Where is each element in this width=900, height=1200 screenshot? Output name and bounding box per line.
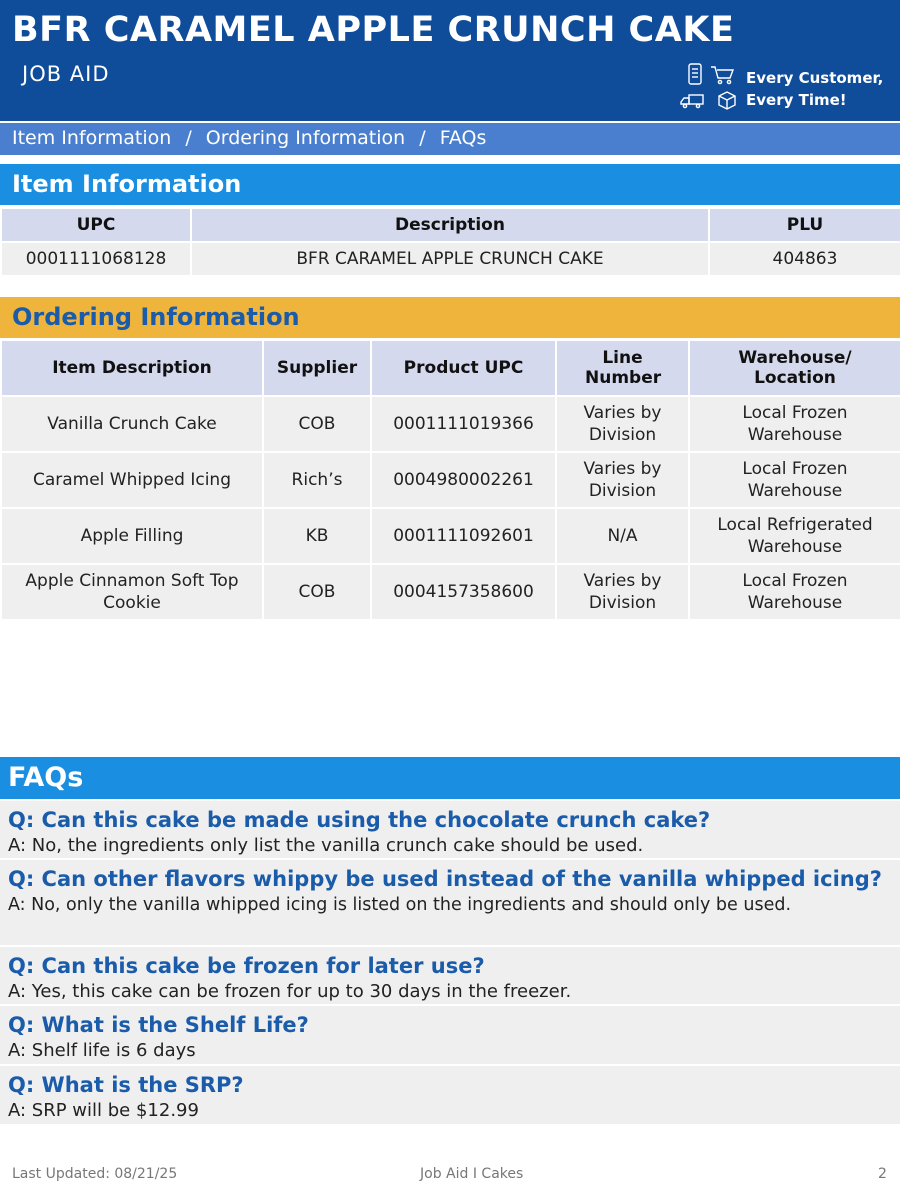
product-upc-cell: 0004980002261 [371, 452, 556, 508]
brand-tagline-block [679, 62, 894, 114]
column-header-line-number: Line Number [556, 340, 689, 396]
supplier-cell: Rich’s [263, 452, 371, 508]
breadcrumb-item-ordering-information[interactable]: Ordering Information [205, 127, 406, 149]
tagline [746, 67, 883, 111]
faq-item [0, 860, 900, 945]
table-header-row [1, 340, 900, 396]
item-description-cell: Apple Cinnamon Soft Top Cookie [1, 564, 263, 620]
item-information-table [0, 207, 900, 277]
column-header-warehouse-location: Warehouse/ Location [689, 340, 900, 396]
faq-item [0, 947, 900, 1004]
tagline-line-1: Every Customer, [746, 69, 884, 87]
warehouse-cell: Local Frozen Warehouse [689, 452, 900, 508]
truck-icon [681, 95, 703, 108]
faqs-heading: FAQs [0, 757, 900, 799]
line-number-cell: Varies by Division [556, 396, 689, 452]
breadcrumb-item-faqs[interactable]: FAQs [439, 127, 487, 149]
product-upc-cell: 0004157358600 [371, 564, 556, 620]
page-header [0, 0, 900, 121]
supplier-cell: COB [263, 564, 371, 620]
warehouse-cell: Local Frozen Warehouse [689, 396, 900, 452]
faq-question: Q: Can this cake be made using the chocolate crunch cake? [8, 808, 711, 832]
table-header-row [1, 208, 900, 242]
product-upc-cell: 0001111019366 [371, 396, 556, 452]
footer-page-number: 2 [878, 1166, 887, 1182]
column-header-plu: PLU [709, 208, 900, 242]
column-header-product-upc: Product UPC [371, 340, 556, 396]
faq-item [0, 1066, 900, 1124]
faq-question: Q: What is the Shelf Life? [8, 1013, 309, 1037]
breadcrumb-separator: / [185, 127, 192, 149]
plu-cell: 404863 [709, 242, 900, 276]
breadcrumb [0, 123, 900, 155]
column-header-upc: UPC [1, 208, 191, 242]
faq-answer: A: No, the ingredients only list the vanilla crunch cake should be used. [8, 835, 644, 856]
table-row [1, 452, 900, 508]
line-number-cell: Varies by Division [556, 452, 689, 508]
table-row [1, 508, 900, 564]
cart-icon [711, 67, 733, 84]
brand-icons [679, 62, 741, 114]
item-description-cell: Apple Filling [1, 508, 263, 564]
page-subtitle: JOB AID [22, 62, 110, 86]
faq-item [0, 801, 900, 858]
table-row [1, 564, 900, 620]
faq-item [0, 1006, 900, 1064]
column-header-item-description: Item Description [1, 340, 263, 396]
footer-center-label: Job Aid I Cakes [420, 1166, 524, 1182]
faq-answer: A: Yes, this cake can be frozen for up to 30 days in the freezer. [8, 981, 572, 1002]
warehouse-cell: Local Frozen Warehouse [689, 564, 900, 620]
column-header-supplier: Supplier [263, 340, 371, 396]
faq-answer: A: No, only the vanilla whipped icing is listed on the ingredients and should only be used. [8, 895, 792, 915]
upc-cell: 0001111068128 [1, 242, 191, 276]
line-number-cell: N/A [556, 508, 689, 564]
warehouse-cell: Local Refrigerated Warehouse [689, 508, 900, 564]
box-icon [719, 92, 735, 109]
faq-answer: A: Shelf life is 6 days [8, 1040, 196, 1061]
supplier-cell: KB [263, 508, 371, 564]
line-number-cell: Varies by Division [556, 564, 689, 620]
breadcrumb-separator: / [419, 127, 426, 149]
table-row [1, 242, 900, 276]
column-header-description: Description [191, 208, 709, 242]
item-description-cell: Vanilla Crunch Cake [1, 396, 263, 452]
item-information-heading: Item Information [0, 164, 900, 205]
faq-question: Q: Can this cake be frozen for later use? [8, 954, 485, 978]
supplier-cell: COB [263, 396, 371, 452]
item-description-cell: Caramel Whipped Icing [1, 452, 263, 508]
faq-question: Q: Can other flavors whippy be used instead of the vanilla whipped icing? [8, 867, 882, 891]
tagline-line-2: Every Time! [746, 91, 847, 109]
faq-answer: A: SRP will be $12.99 [8, 1100, 199, 1121]
breadcrumb-item-item-information[interactable]: Item Information [12, 127, 172, 149]
ordering-information-heading: Ordering Information [0, 297, 900, 338]
page-title: BFR CARAMEL APPLE CRUNCH CAKE [12, 10, 735, 50]
product-upc-cell: 0001111092601 [371, 508, 556, 564]
footer-last-updated: Last Updated: 08/21/25 [12, 1166, 178, 1182]
ordering-information-table [0, 339, 900, 621]
description-cell: BFR CARAMEL APPLE CRUNCH CAKE [191, 242, 709, 276]
phone-icon [689, 64, 701, 84]
table-row [1, 396, 900, 452]
faq-question: Q: What is the SRP? [8, 1073, 244, 1097]
